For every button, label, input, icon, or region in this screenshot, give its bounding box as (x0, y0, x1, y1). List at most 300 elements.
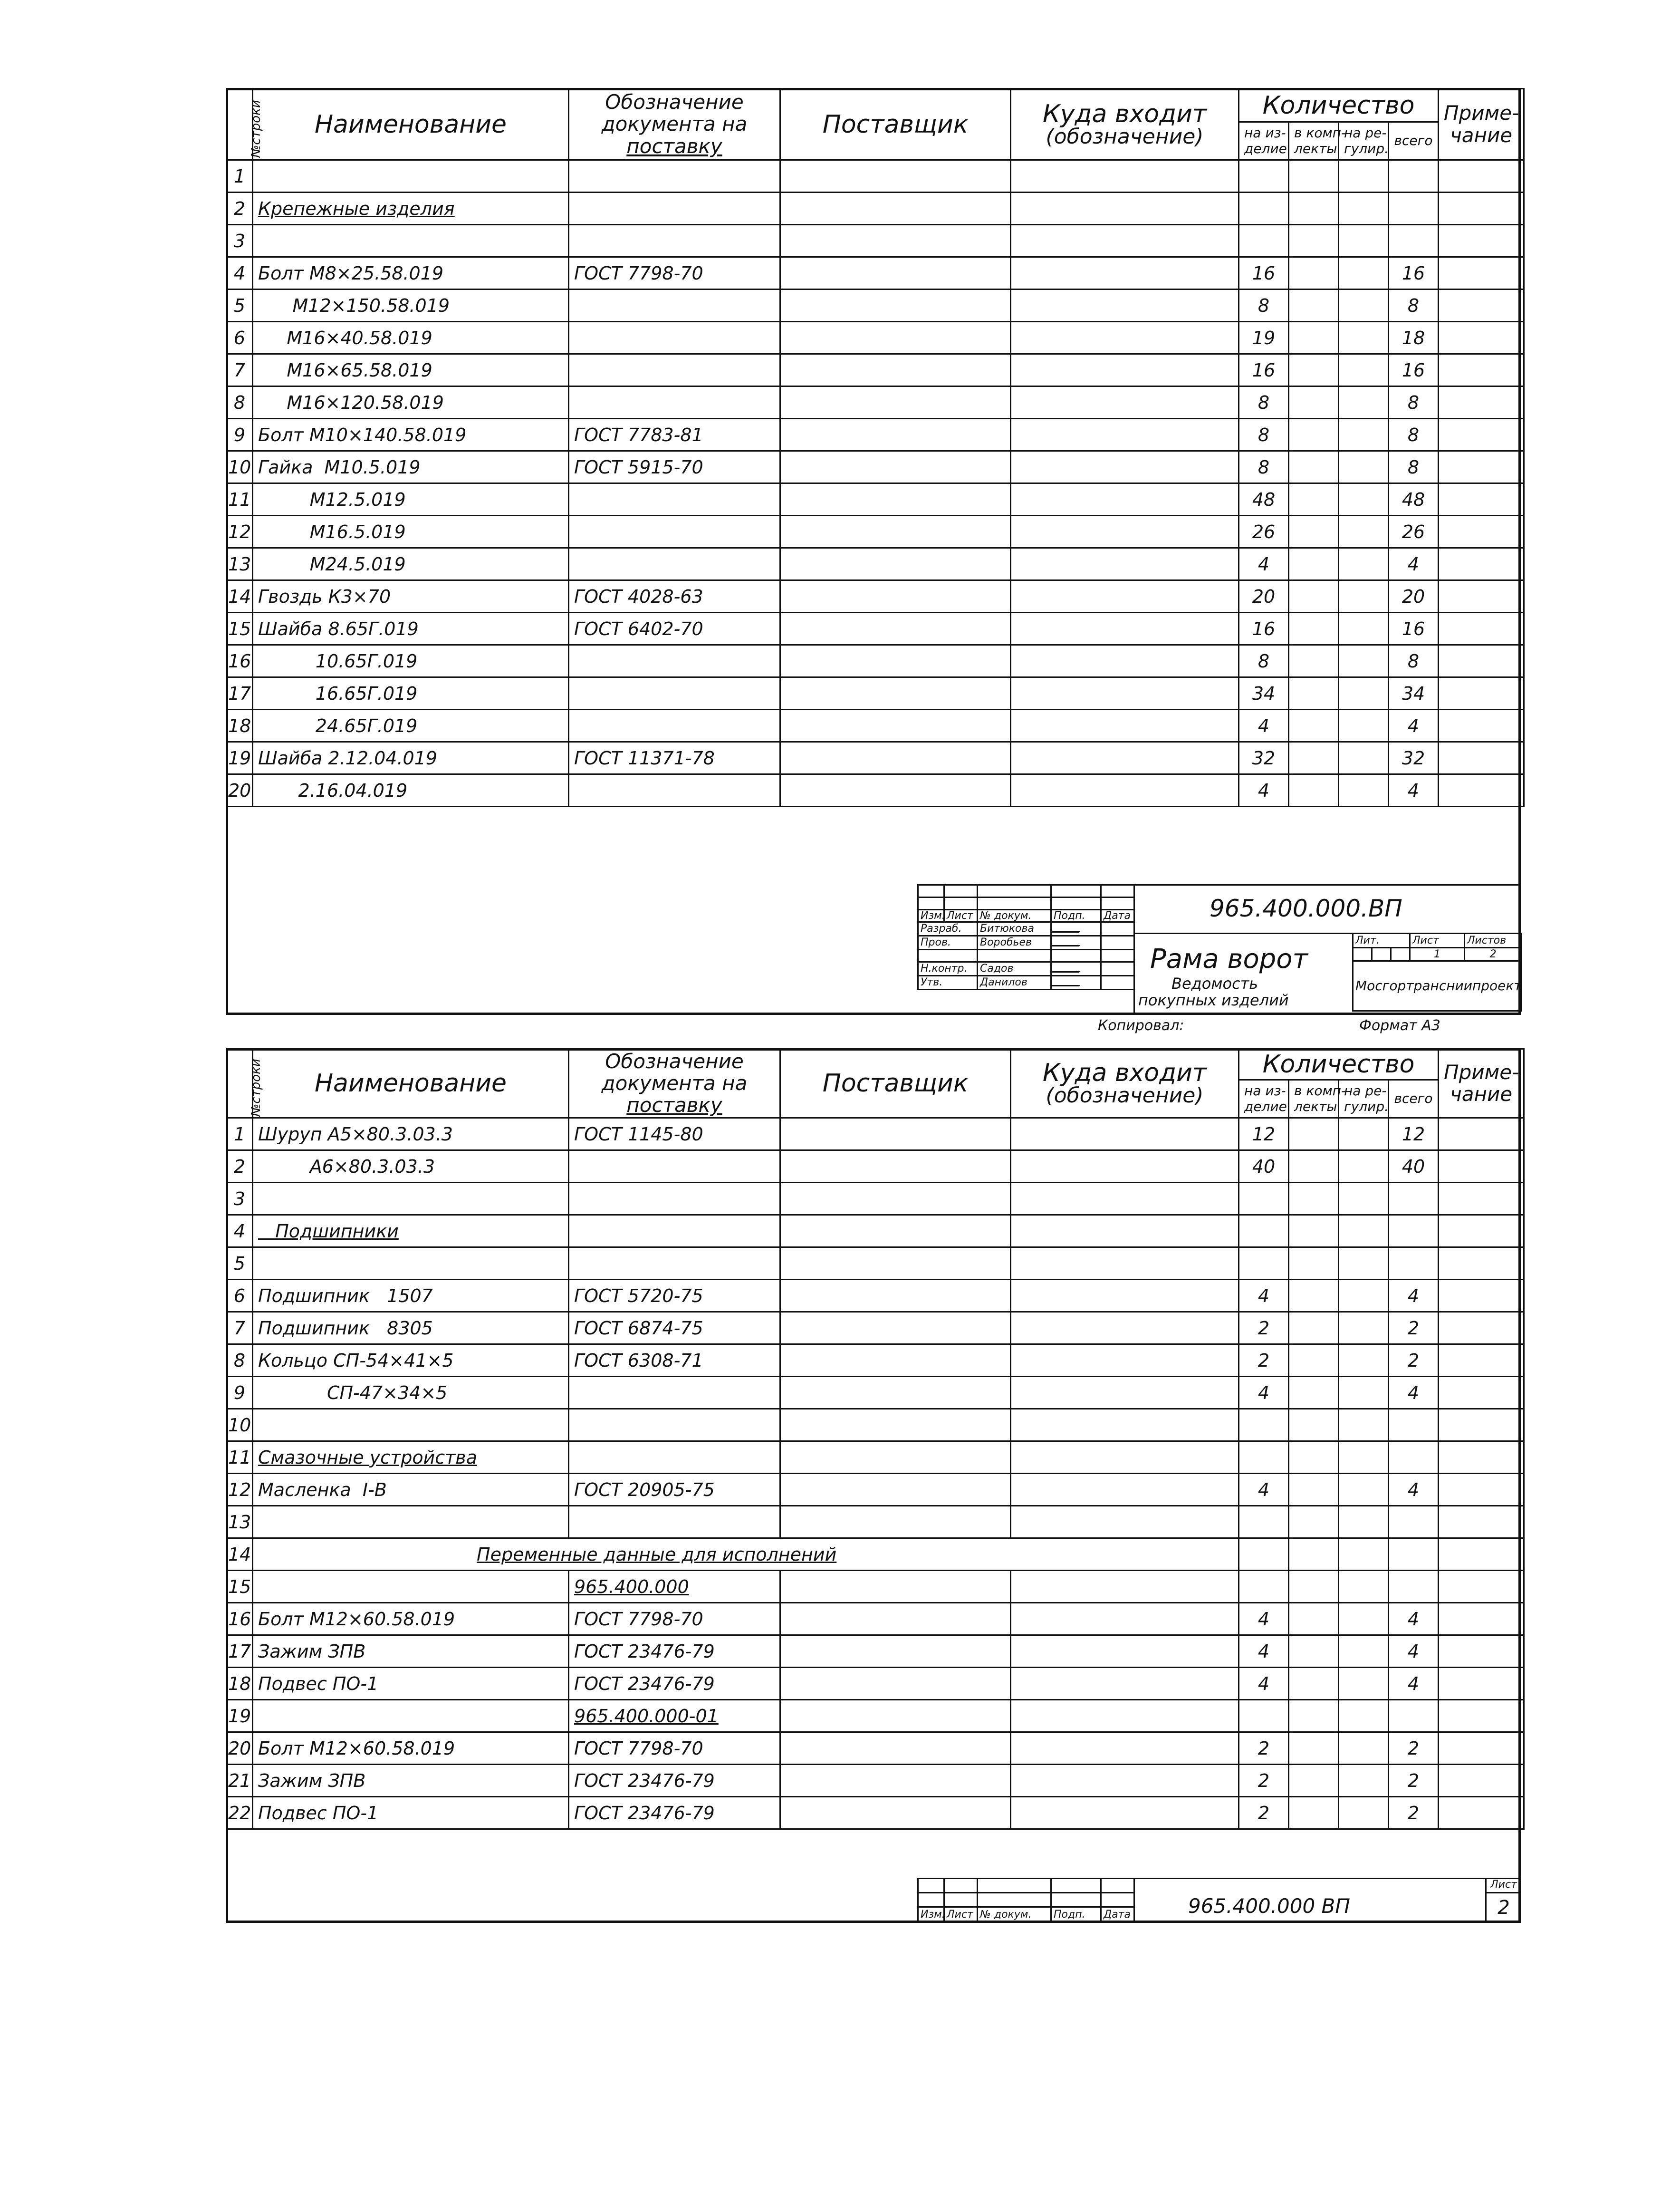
header-supplier: Поставщик (780, 1049, 1011, 1118)
row-number-cell: 18 (227, 1668, 253, 1700)
qty-per-adjust-cell (1339, 451, 1389, 483)
qty-per-item-cell: 12 (1239, 1118, 1289, 1150)
qty-per-set-cell (1289, 322, 1339, 354)
name-cell: М16×120.58.019 (253, 386, 569, 419)
name-cell: Шайба 8.65Г.019 (253, 613, 569, 645)
qty-total-cell (1389, 1215, 1439, 1247)
designation-cell: ГОСТ 6874-75 (569, 1312, 780, 1344)
note-cell (1439, 1118, 1524, 1150)
name-cell: М12×150.58.019 (253, 290, 569, 322)
qty-per-item-cell (1239, 1183, 1289, 1215)
row-number-cell: 6 (227, 322, 253, 354)
where-used-cell (1011, 1344, 1239, 1377)
where-used-cell (1011, 645, 1239, 677)
qty-per-set-cell (1289, 1474, 1339, 1506)
row-number-cell: 1 (227, 1118, 253, 1150)
note-cell (1439, 645, 1524, 677)
note-cell (1439, 1732, 1524, 1765)
qty-total-cell (1389, 1571, 1439, 1603)
qty-per-adjust-cell (1339, 548, 1389, 580)
name-cell: М16×65.58.019 (253, 354, 569, 386)
qty-per-set-cell (1289, 645, 1339, 677)
qty-total-cell: 18 (1389, 322, 1439, 354)
supplier-cell (780, 419, 1011, 451)
row-number-cell: 12 (227, 1474, 253, 1506)
qty-per-set-cell (1289, 451, 1339, 483)
row-number-cell: 14 (227, 580, 253, 613)
designation-cell: ГОСТ 11371-78 (569, 742, 780, 774)
name-cell: Крепежные изделия (253, 193, 569, 225)
designation-cell: ГОСТ 7798-70 (569, 257, 780, 290)
note-cell (1439, 580, 1524, 613)
where-used-cell (1011, 419, 1239, 451)
stamp-role: Пров. (918, 936, 978, 950)
table-row (227, 1538, 1524, 1571)
note-cell (1439, 483, 1524, 516)
supplier-cell (780, 483, 1011, 516)
qty-per-set-cell (1289, 1183, 1339, 1215)
where-used-cell (1011, 710, 1239, 742)
name-cell: Болт М10×140.58.019 (253, 419, 569, 451)
stamp-change-label: Дата (1101, 1907, 1134, 1922)
name-cell: 10.65Г.019 (253, 645, 569, 677)
qty-per-item-cell: 20 (1239, 580, 1289, 613)
supplier-cell (780, 580, 1011, 613)
qty-per-set-cell (1289, 1506, 1339, 1538)
name-cell: Болт М12×60.58.019 (253, 1732, 569, 1765)
where-used-cell (1011, 1150, 1239, 1183)
supplier-cell (780, 1474, 1011, 1506)
where-used-cell (1011, 257, 1239, 290)
note-cell (1439, 548, 1524, 580)
document-code: 965.400.000 ВП (1188, 1894, 1350, 1918)
where-used-cell (1011, 1118, 1239, 1150)
designation-cell: ГОСТ 4028-63 (569, 580, 780, 613)
supplier-cell (780, 1797, 1011, 1829)
qty-total-cell (1389, 160, 1439, 193)
supplier-cell (780, 257, 1011, 290)
note-cell (1439, 1635, 1524, 1668)
stamp-signature (1051, 962, 1101, 976)
designation-cell (569, 483, 780, 516)
qty-per-item-cell: 8 (1239, 290, 1289, 322)
sheet-1-sheet-info (1352, 933, 1522, 1012)
row-number-cell: 19 (227, 742, 253, 774)
qty-per-set-cell (1289, 1215, 1339, 1247)
row-number-cell: 8 (227, 1344, 253, 1377)
table-row (227, 257, 1524, 290)
name-cell: М16×40.58.019 (253, 322, 569, 354)
table-row (227, 322, 1524, 354)
stamp-signature (1051, 922, 1101, 936)
supplier-cell (780, 1409, 1011, 1441)
table-row (227, 1247, 1524, 1280)
qty-per-item-cell (1239, 1215, 1289, 1247)
designation-cell (569, 516, 780, 548)
header-note: Приме- чание (1439, 1049, 1524, 1118)
qty-per-adjust-cell (1339, 1312, 1389, 1344)
qty-total-cell: 40 (1389, 1150, 1439, 1183)
qty-per-adjust-cell (1339, 290, 1389, 322)
qty-total-cell: 12 (1389, 1118, 1439, 1150)
header-row-number: №строки (227, 1049, 253, 1118)
note-cell (1439, 386, 1524, 419)
qty-per-adjust-cell (1339, 774, 1389, 807)
table-row (227, 1377, 1524, 1409)
qty-total-cell: 2 (1389, 1765, 1439, 1797)
qty-total-cell: 26 (1389, 516, 1439, 548)
qty-per-set-cell (1289, 290, 1339, 322)
header-where-used: Куда входит (обозначение) (1011, 89, 1239, 160)
document-title: Рама ворот (1150, 944, 1308, 975)
qty-per-set-cell (1289, 677, 1339, 710)
table-row (227, 677, 1524, 710)
table-row (227, 1183, 1524, 1215)
row-number-cell: 14 (227, 1538, 253, 1571)
name-cell: Подвес ПО-1 (253, 1797, 569, 1829)
stamp-signature (1051, 936, 1101, 950)
row-number-cell: 2 (227, 193, 253, 225)
row-number-cell: 3 (227, 225, 253, 257)
header-qty-per-item: на из- делие (1239, 122, 1289, 160)
qty-total-cell: 34 (1389, 677, 1439, 710)
qty-per-item-cell (1239, 1441, 1289, 1474)
note-cell (1439, 1603, 1524, 1635)
note-cell (1439, 160, 1524, 193)
table-row (227, 1118, 1524, 1150)
where-used-cell (1011, 1603, 1239, 1635)
qty-per-adjust-cell (1339, 1280, 1389, 1312)
name-cell: Подшипники (253, 1215, 569, 1247)
name-cell (253, 1409, 569, 1441)
note-cell (1439, 774, 1524, 807)
table-row (227, 1603, 1524, 1635)
supplier-cell (780, 1118, 1011, 1150)
qty-per-set-cell (1289, 160, 1339, 193)
note-cell (1439, 193, 1524, 225)
qty-per-set-cell (1289, 386, 1339, 419)
qty-per-adjust-cell (1339, 710, 1389, 742)
designation-cell (569, 645, 780, 677)
table-row (227, 451, 1524, 483)
qty-per-item-cell: 2 (1239, 1312, 1289, 1344)
qty-per-set-cell (1289, 1118, 1339, 1150)
qty-per-item-cell: 16 (1239, 354, 1289, 386)
designation-cell (569, 386, 780, 419)
note-cell (1439, 257, 1524, 290)
stamp-role: Утв. (918, 976, 978, 990)
row-number-cell: 18 (227, 710, 253, 742)
name-cell: 2.16.04.019 (253, 774, 569, 807)
format-label: Формат А3 (1359, 1017, 1440, 1034)
qty-per-item-cell: 2 (1239, 1765, 1289, 1797)
qty-per-item-cell: 4 (1239, 1280, 1289, 1312)
qty-total-cell: 8 (1389, 386, 1439, 419)
qty-total-cell: 4 (1389, 710, 1439, 742)
qty-total-cell (1389, 225, 1439, 257)
note-cell (1439, 1765, 1524, 1797)
name-cell: Шайба 2.12.04.019 (253, 742, 569, 774)
name-cell: М12.5.019 (253, 483, 569, 516)
qty-per-item-cell: 4 (1239, 1668, 1289, 1700)
row-number-cell: 11 (227, 1441, 253, 1474)
where-used-cell (1011, 1506, 1239, 1538)
qty-total-cell: 4 (1389, 1603, 1439, 1635)
qty-total-cell: 8 (1389, 645, 1439, 677)
note-cell (1439, 225, 1524, 257)
row-number-cell: 4 (227, 257, 253, 290)
designation-cell: ГОСТ 23476-79 (569, 1635, 780, 1668)
row-number-cell: 12 (227, 516, 253, 548)
copied-label: Копировал: (1098, 1017, 1184, 1034)
designation-cell (569, 1247, 780, 1280)
sheets-total: 2 (1465, 948, 1522, 961)
qty-per-adjust-cell (1339, 1603, 1389, 1635)
qty-per-adjust-cell (1339, 516, 1389, 548)
supplier-cell (780, 160, 1011, 193)
document-subtitle: покупных изделий (1138, 991, 1289, 1009)
sheet-2-spec-table (226, 1048, 1525, 1830)
note-cell (1439, 1247, 1524, 1280)
sheet-number: 2 (1498, 1897, 1510, 1919)
supplier-cell (780, 354, 1011, 386)
note-cell (1439, 1183, 1524, 1215)
qty-total-cell: 4 (1389, 548, 1439, 580)
qty-per-adjust-cell (1339, 1150, 1389, 1183)
qty-total-cell: 2 (1389, 1797, 1439, 1829)
where-used-cell (1011, 1635, 1239, 1668)
designation-cell (569, 548, 780, 580)
header-qty-total: всего (1389, 1080, 1439, 1118)
name-cell: Зажим ЗПВ (253, 1635, 569, 1668)
header-designation: Обозначение документа на поставку (569, 1049, 780, 1118)
designation-cell (569, 774, 780, 807)
qty-per-item-cell: 2 (1239, 1797, 1289, 1829)
qty-total-cell: 48 (1389, 483, 1439, 516)
row-number-cell: 17 (227, 677, 253, 710)
stamp-signature (1051, 976, 1101, 990)
table-row (227, 580, 1524, 613)
supplier-cell (780, 322, 1011, 354)
designation-cell: 965.400.000-01 (569, 1700, 780, 1732)
table-row (227, 613, 1524, 645)
qty-per-item-cell: 48 (1239, 483, 1289, 516)
note-cell (1439, 1506, 1524, 1538)
qty-per-set-cell (1289, 774, 1339, 807)
where-used-cell (1011, 1441, 1239, 1474)
where-used-cell (1011, 548, 1239, 580)
supplier-cell (780, 193, 1011, 225)
qty-per-set-cell (1289, 193, 1339, 225)
qty-total-cell: 4 (1389, 1635, 1439, 1668)
name-cell: Гайка М10.5.019 (253, 451, 569, 483)
name-cell: Подшипник 8305 (253, 1312, 569, 1344)
row-number-cell: 20 (227, 1732, 253, 1765)
qty-per-adjust-cell (1339, 354, 1389, 386)
row-number-cell: 20 (227, 774, 253, 807)
header-qty-per-adjust: на ре- гулир. (1339, 122, 1389, 160)
where-used-cell (1011, 1312, 1239, 1344)
table-row (227, 1474, 1524, 1506)
table-row (227, 1441, 1524, 1474)
qty-per-item-cell: 8 (1239, 451, 1289, 483)
qty-per-adjust-cell (1339, 1538, 1389, 1571)
sheet-label: Лист (1487, 1878, 1521, 1893)
header-designation: Обозначение документа на поставку (569, 89, 780, 160)
table-row (227, 354, 1524, 386)
qty-per-item-cell: 2 (1239, 1732, 1289, 1765)
document-code: 965.400.000.ВП (1210, 895, 1402, 922)
qty-per-adjust-cell (1339, 1797, 1389, 1829)
sheet-2-sheet-box (1485, 1878, 1521, 1923)
qty-total-cell: 4 (1389, 1668, 1439, 1700)
stamp-change-label: Лист (944, 910, 978, 922)
sheet-number: 1 (1410, 948, 1465, 961)
name-cell: 24.65Г.019 (253, 710, 569, 742)
qty-per-adjust-cell (1339, 580, 1389, 613)
qty-per-item-cell (1239, 1700, 1289, 1732)
name-cell (253, 1700, 569, 1732)
qty-total-cell: 32 (1389, 742, 1439, 774)
header-qty-per-set: в комп- лекты (1289, 122, 1339, 160)
table-row (227, 419, 1524, 451)
qty-per-adjust-cell (1339, 1571, 1389, 1603)
row-number-cell: 16 (227, 1603, 253, 1635)
supplier-cell (780, 1150, 1011, 1183)
row-number-cell: 8 (227, 386, 253, 419)
table-row (227, 1700, 1524, 1732)
qty-per-item-cell (1239, 1506, 1289, 1538)
qty-per-set-cell (1289, 580, 1339, 613)
designation-cell: ГОСТ 5720-75 (569, 1280, 780, 1312)
qty-per-set-cell (1289, 1603, 1339, 1635)
supplier-cell (780, 1247, 1011, 1280)
qty-per-item-cell: 16 (1239, 613, 1289, 645)
qty-per-adjust-cell (1339, 257, 1389, 290)
qty-per-adjust-cell (1339, 419, 1389, 451)
designation-cell (569, 193, 780, 225)
header-qty-per-set: в комп- лекты (1289, 1080, 1339, 1118)
qty-per-adjust-cell (1339, 1377, 1389, 1409)
stamp-change-label: Изм. (918, 1907, 944, 1922)
name-cell: Кольцо СП-54×41×5 (253, 1344, 569, 1377)
where-used-cell (1011, 774, 1239, 807)
where-used-cell (1011, 322, 1239, 354)
sheet-1-spec-table (226, 88, 1525, 807)
qty-total-cell: 8 (1389, 451, 1439, 483)
row-number-cell: 16 (227, 645, 253, 677)
row-number-cell: 15 (227, 613, 253, 645)
row-number-cell: 1 (227, 160, 253, 193)
qty-per-item-cell (1239, 160, 1289, 193)
row-number-cell: 6 (227, 1280, 253, 1312)
stamp-person: Битюкова (978, 922, 1051, 936)
qty-per-set-cell (1289, 1765, 1339, 1797)
table-row (227, 1668, 1524, 1700)
name-cell: Подшипник 1507 (253, 1280, 569, 1312)
table-row (227, 1280, 1524, 1312)
qty-per-set-cell (1289, 1344, 1339, 1377)
qty-per-set-cell (1289, 1150, 1339, 1183)
qty-per-adjust-cell (1339, 193, 1389, 225)
qty-per-adjust-cell (1339, 1506, 1389, 1538)
where-used-cell (1011, 1732, 1239, 1765)
supplier-cell (780, 742, 1011, 774)
supplier-cell (780, 677, 1011, 710)
qty-per-item-cell (1239, 1409, 1289, 1441)
name-cell (253, 1571, 569, 1603)
qty-per-item-cell: 4 (1239, 1635, 1289, 1668)
supplier-cell (780, 1668, 1011, 1700)
qty-per-set-cell (1289, 1700, 1339, 1732)
row-number-cell: 10 (227, 451, 253, 483)
supplier-cell (780, 1280, 1011, 1312)
row-number-cell: 4 (227, 1215, 253, 1247)
qty-per-item-cell: 2 (1239, 1344, 1289, 1377)
designation-cell: ГОСТ 7798-70 (569, 1732, 780, 1765)
qty-per-set-cell (1289, 225, 1339, 257)
name-cell (253, 160, 569, 193)
designation-cell: ГОСТ 6308-71 (569, 1344, 780, 1377)
where-used-cell (1011, 580, 1239, 613)
qty-per-set-cell (1289, 1377, 1339, 1409)
where-used-cell (1011, 1247, 1239, 1280)
qty-per-set-cell (1289, 548, 1339, 580)
where-used-cell (1011, 451, 1239, 483)
where-used-cell (1011, 677, 1239, 710)
designation-cell: ГОСТ 6402-70 (569, 613, 780, 645)
name-cell: 16.65Г.019 (253, 677, 569, 710)
qty-per-adjust-cell (1339, 322, 1389, 354)
stamp-change-label: № докум. (978, 1907, 1051, 1922)
table-row (227, 710, 1524, 742)
note-cell (1439, 1797, 1524, 1829)
where-used-cell (1011, 1700, 1239, 1732)
qty-per-item-cell: 4 (1239, 1377, 1289, 1409)
row-number-cell: 22 (227, 1797, 253, 1829)
designation-cell: 965.400.000 (569, 1571, 780, 1603)
qty-total-cell: 16 (1389, 257, 1439, 290)
qty-per-item-cell: 34 (1239, 677, 1289, 710)
header-supplier: Поставщик (780, 89, 1011, 160)
qty-per-set-cell (1289, 1732, 1339, 1765)
qty-total-cell: 20 (1389, 580, 1439, 613)
designation-cell: ГОСТ 23476-79 (569, 1765, 780, 1797)
qty-per-set-cell (1289, 613, 1339, 645)
note-cell (1439, 322, 1524, 354)
qty-per-set-cell (1289, 1538, 1339, 1571)
where-used-cell (1011, 1183, 1239, 1215)
row-number-cell: 10 (227, 1409, 253, 1441)
qty-per-item-cell: 4 (1239, 548, 1289, 580)
qty-per-set-cell (1289, 516, 1339, 548)
qty-per-set-cell (1289, 1280, 1339, 1312)
qty-per-item-cell: 4 (1239, 1603, 1289, 1635)
stamp-change-label: Лист (944, 1907, 978, 1922)
row-number-cell: 2 (227, 1150, 253, 1183)
header-quantity: Количество (1239, 1049, 1439, 1080)
lit-label: Лит. (1353, 934, 1410, 948)
where-used-cell (1011, 1474, 1239, 1506)
note-cell (1439, 1280, 1524, 1312)
name-cell (253, 225, 569, 257)
stamp-person: Воробьев (978, 936, 1051, 950)
where-used-cell (1011, 1668, 1239, 1700)
supplier-cell (780, 1732, 1011, 1765)
supplier-cell (780, 1183, 1011, 1215)
where-used-cell (1011, 742, 1239, 774)
name-cell (253, 1506, 569, 1538)
